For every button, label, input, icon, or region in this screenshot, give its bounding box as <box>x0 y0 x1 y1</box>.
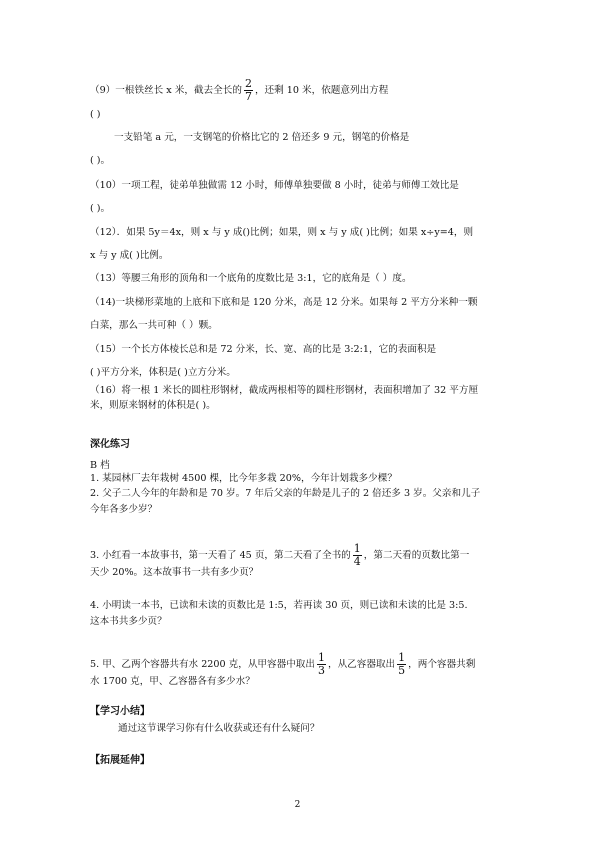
problem-2-line1: 2. 父子二人今年的年龄和是 70 岁。7 年后父亲的年龄是儿子的 2 倍还多 3 岁。父亲和儿子 <box>90 488 481 499</box>
problem-3-text-after: ，第二天看的页数比第一 <box>363 550 470 561</box>
problem-1: 1. 某园林厂去年栽树 4500 棵，比今年多栽 20%，今年计划栽多少棵？ <box>90 473 397 484</box>
summary-text: 通过这节课学习你有什么收获或还有什么疑问？ <box>118 723 320 734</box>
problem-5-text-after: ，两个容器共剩 <box>408 659 476 670</box>
pencil-question: 一支铅笔 a 元，一支钢笔的价格比它的 2 倍还多 9 元，钢笔的价格是 <box>114 132 410 143</box>
question-10-answer-blank: ( )。 <box>90 203 111 214</box>
problem-5-line2: 水 1700 克，甲、乙容器各有多少水？ <box>90 676 255 687</box>
problem-5-line1 <box>90 652 475 677</box>
question-9-text-after: ，还剩 10 米，依题意列出方程 <box>254 85 389 96</box>
problem-3-line2: 天少 20%。这本故事书一共有多少页？ <box>90 567 259 578</box>
question-9-text-before: （9）一根铁丝长 x 米，截去全长的 <box>90 85 242 96</box>
question-12-line2: x 与 y 成( )比例。 <box>90 250 169 261</box>
fraction-1-4 <box>353 543 362 568</box>
problem-4-line2: 这本书共多少页？ <box>90 616 167 627</box>
extend-title: 【拓展延伸】 <box>90 755 150 766</box>
question-15-line2: ( )平方分米，体积是( )立方分米。 <box>90 367 236 378</box>
problem-4-line1: 4. 小明读一本书，已读和未读的页数比是 1:5，若再读 30 页，则已读和未读的比是 3:5. <box>90 600 468 611</box>
question-14-line1: （14)一块梯形菜地的上底和下底和是 120 分米，高是 12 分米。如果每 2 平方分米种一颗 <box>90 297 478 308</box>
question-16-line2: 米，则原来钢材的体积是( )。 <box>90 400 216 411</box>
fraction-denominator: 4 <box>353 555 361 568</box>
pencil-answer-blank: ( )。 <box>90 155 111 166</box>
question-13: （13）等腰三角形的顶角和一个底角的度数比是 3:1，它的底角是（ ）度。 <box>90 273 412 284</box>
fraction-numerator: 2 <box>244 77 252 90</box>
section-title: 深化练习 <box>90 439 130 450</box>
level-label: B 档 <box>90 460 110 471</box>
fraction-denominator: 3 <box>318 664 325 677</box>
fraction-denominator: 5 <box>398 664 406 677</box>
fraction-1-5 <box>397 652 406 677</box>
problem-5-text-before: 5. 甲、乙两个容器共有水 2200 克，从甲容器中取出 <box>90 659 315 670</box>
question-9 <box>90 78 388 103</box>
question-14-line2: 白菜，那么一共可种（ ）颗。 <box>90 320 218 331</box>
question-15-line1: （15）一个长方体棱长总和是 72 分米，长、宽、高的比是 3:2:1，它的表面积是 <box>90 344 437 355</box>
fraction-numerator: 1 <box>353 542 361 555</box>
problem-3-text-before: 3. 小红看一本故事书，第一天看了 45 页，第二天看了全书的 <box>90 550 351 561</box>
problem-2-line2: 今年各多少岁？ <box>90 504 158 515</box>
question-10: （10）一项工程，徒弟单独做需 12 小时，师傅单独要做 8 小时，徒弟与师傅工效比是 <box>90 180 459 191</box>
summary-title: 【学习小结】 <box>90 706 150 717</box>
question-12-line1: （12）．如果 5y＝4x，则 x 与 y 成()比例；如果，则 x 与 y 成( )比例；如果 x÷y=4，则 <box>90 227 474 238</box>
fraction-1-3 <box>317 652 326 677</box>
fraction-denominator: 7 <box>244 90 252 103</box>
problem-3-line1 <box>90 543 469 568</box>
question-16-line1: （16）将一根 1 米长的圆柱形钢材，截成两根相等的圆柱形钢材，表面积增加了 32 平方厘 <box>90 385 479 396</box>
question-9-answer-blank: ( ) <box>90 109 101 120</box>
fraction-numerator: 1 <box>398 651 406 664</box>
fraction-2-7 <box>244 78 253 103</box>
fraction-numerator: 1 <box>318 651 325 664</box>
page-number: 2 <box>294 800 301 810</box>
problem-5-text-mid: ，从乙容器取出 <box>328 659 396 670</box>
